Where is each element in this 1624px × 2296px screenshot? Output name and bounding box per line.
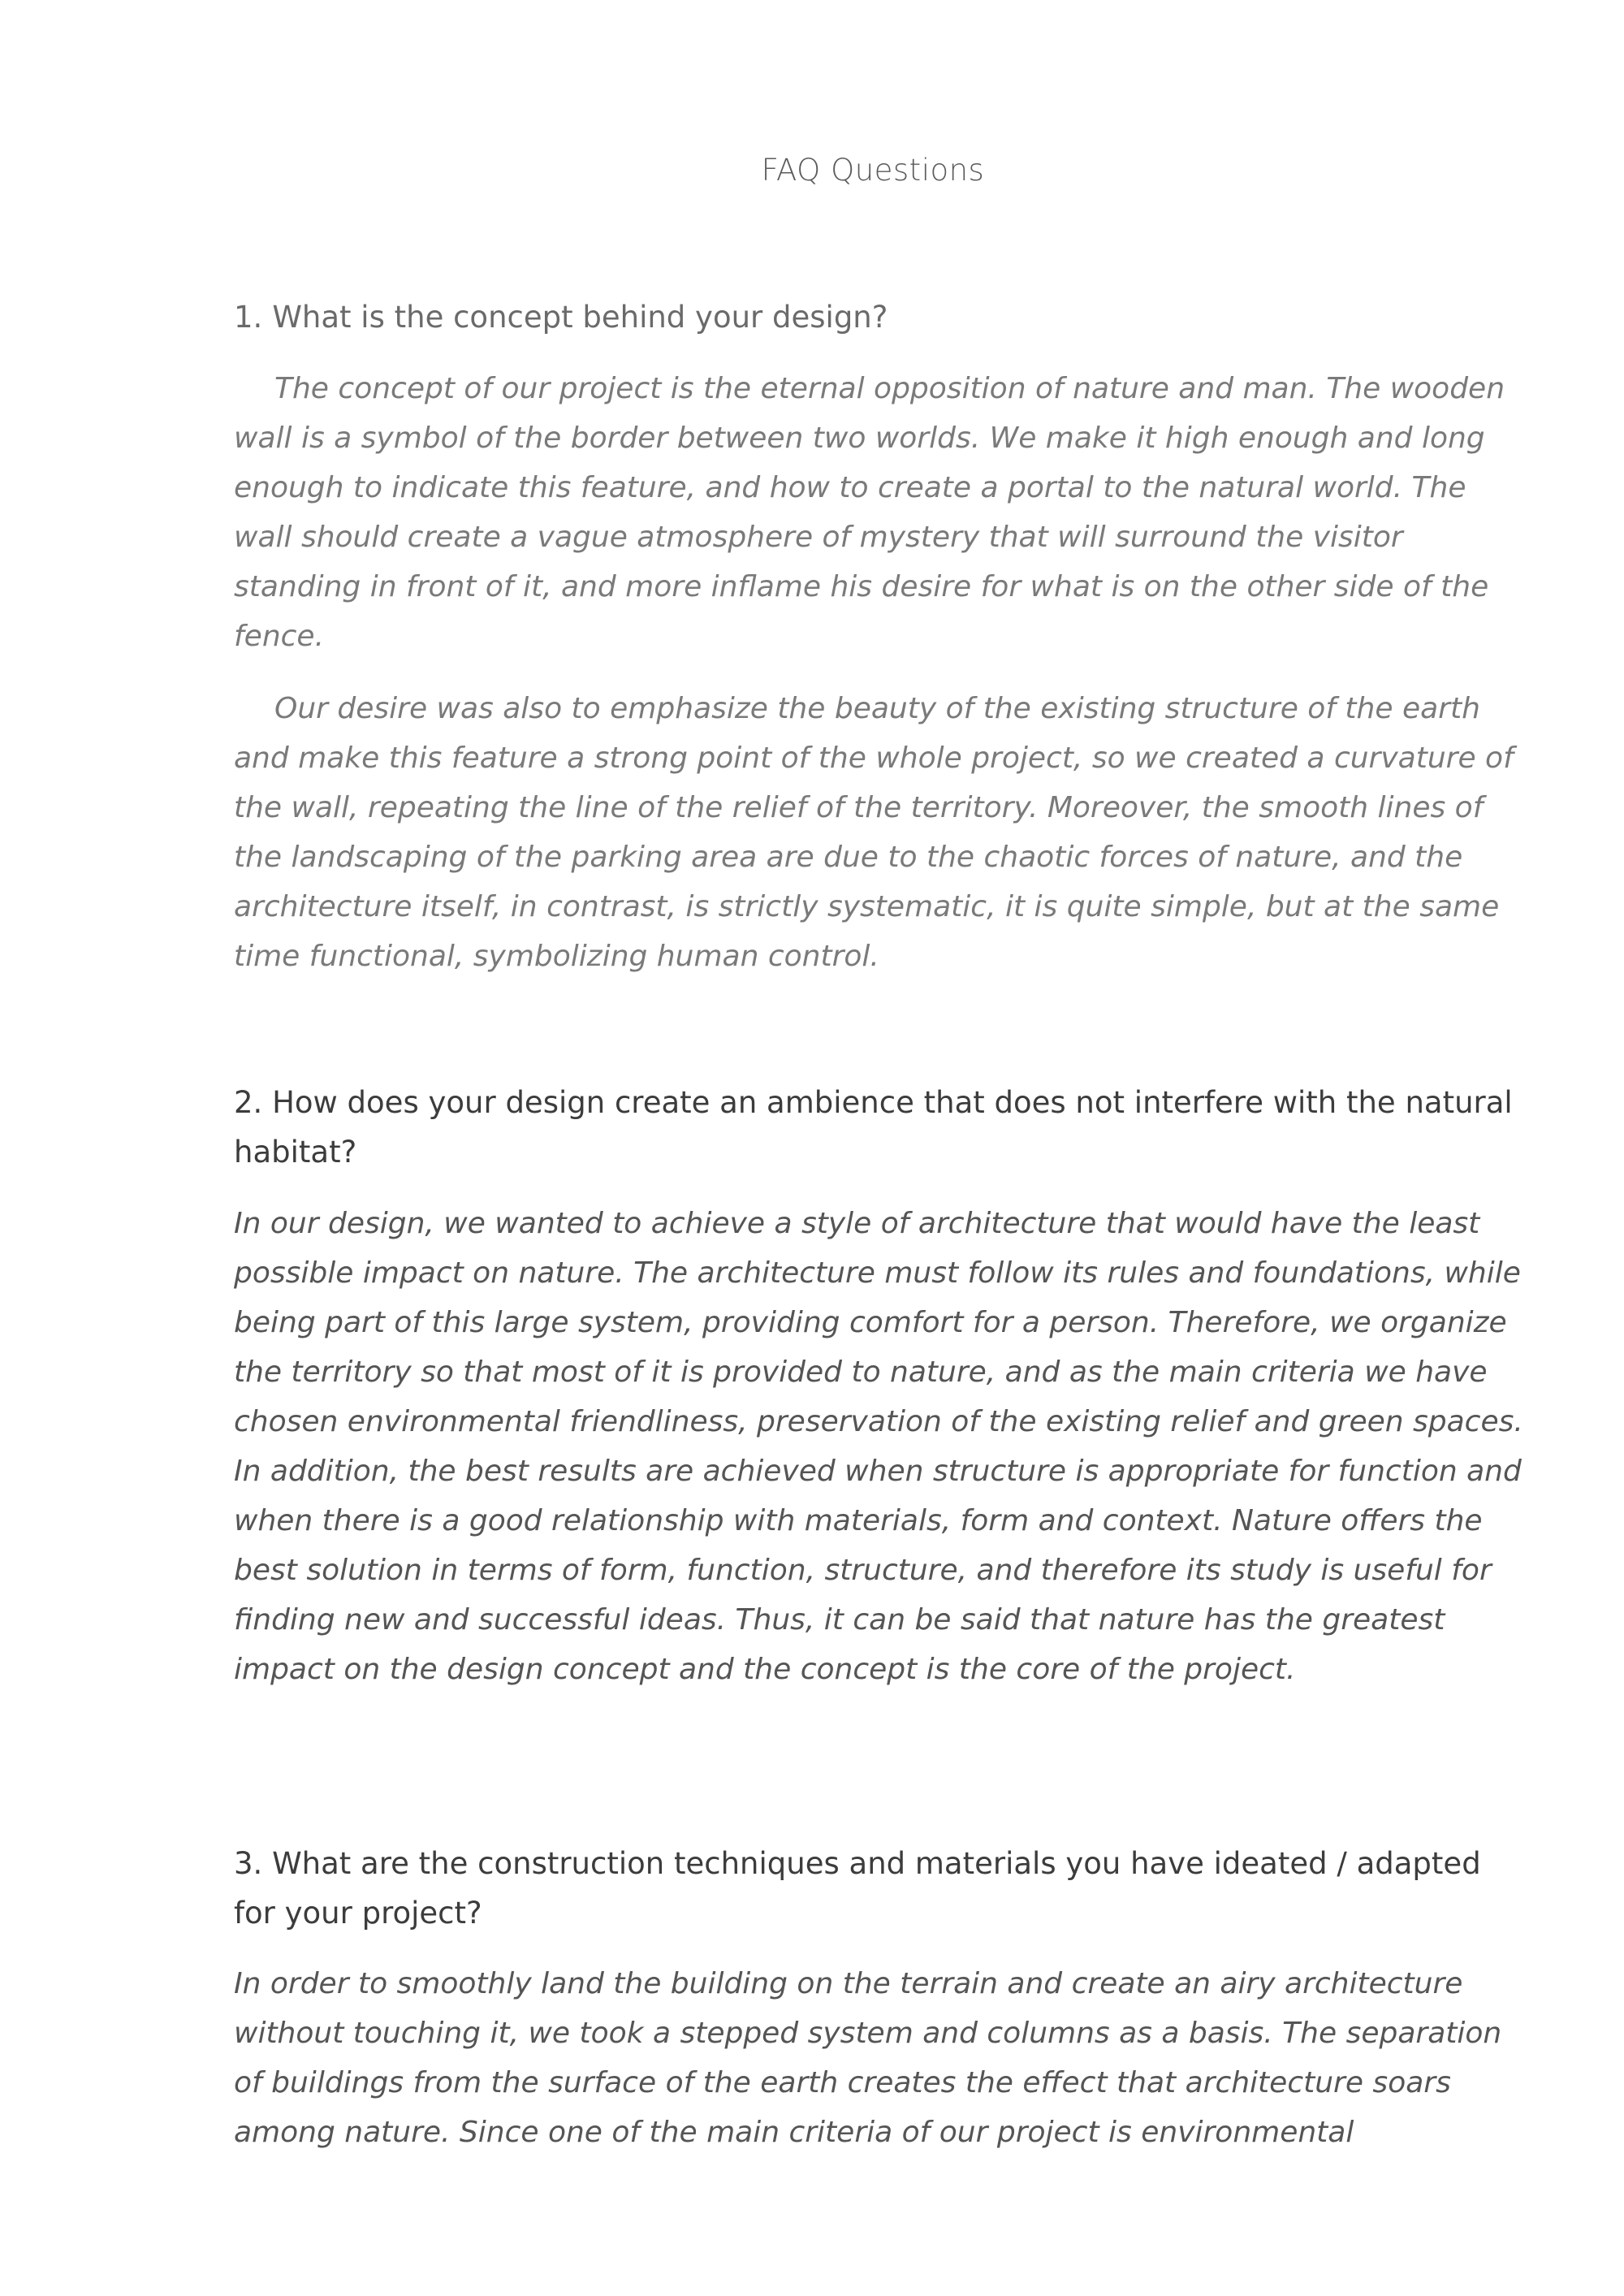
faq-answer-1-paragraph-1: The concept of our project is the eternal opposition of nature and man. The wooden wall is a symbol of the border between two worlds. We make it high enough and long enough to indicate this feature, and how to create a portal to the natural world. The wall should create a vague atmosphere of mystery that will surround the visitor standing in front of it, and more inflame his desire for what is on the other side of the fence. [234,372,1505,653]
faq-answer-1-paragraph-2: Our desire was also to emphasize the beauty of the existing structure of the earth and make this feature a strong point of the whole project, so we created a curvature of the wall, repeating the line of the relief of the territory. Moreover, the smooth lines of the landscaping of the parking area are due to the chaotic forces of nature, and the architecture itself, in contrast, is strictly systematic, it is quite simple, but at the same time functional, symbolizing human control. [234,692,1514,973]
faq-question-1-text: What is the concept behind your design? [272,300,888,335]
faq-answer-3-paragraph-1: In order to smoothly land the building on the terrain and create an airy architecture without touching it, we took a stepped system and columns as a basis. The separation of buildings from the surface of the earth creates the effect that architecture soars among nature. Since one of the main criteria of our project is environmental [234,1967,1502,2149]
faq-question-1 [234,292,1517,342]
faq-question-3 [234,1839,1517,1938]
faq-question-3-text: What are the construction techniques and materials you have ideated / adapted for your project? [234,1846,1481,1931]
faq-question-2-number: 2. [234,1085,263,1120]
faq-answer-2-paragraph-1: In our design, we wanted to achieve a style of architecture that would have the least possible impact on nature. The architecture must follow its rules and foundations, while being part of this large system, providing comfort for a person. Therefore, we organize the territory so that most of it is provided to nature, and as the main criteria we have chosen environmental friendliness, preservation of the existing relief and green spaces. In addition, the best results are achieved when structure is appropriate for function and when there is a good relationship with materials, form and context. Nature offers the best solution in terms of form, function, structure, and therefore its study is useful for finding new and successful ideas. Thus, it can be said that nature has the greatest impact on the design concept and the concept is the core of the project. [234,1207,1523,1686]
faq-question-2 [234,1078,1517,1177]
faq-question-2-text: How does your design create an ambience that does not interfere with the natural habitat? [234,1085,1513,1170]
page-title: FAQ Questions [761,153,985,188]
faq-question-1-number: 1. [234,300,263,335]
faq-question-3-number: 3. [234,1846,263,1881]
